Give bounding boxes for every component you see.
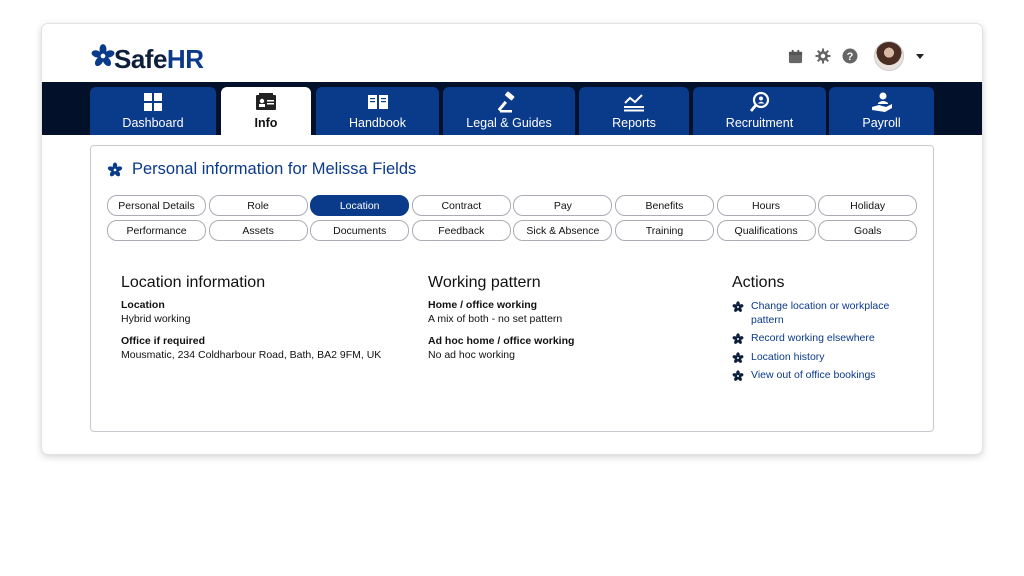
working-pattern-heading: Working pattern (428, 274, 541, 291)
svg-text:?: ? (846, 51, 853, 63)
subtab-pay[interactable]: Pay (513, 195, 612, 216)
flower-bullet-icon (732, 333, 744, 345)
field-label: Office if required (121, 335, 206, 347)
action-record-working-elsewhere[interactable]: Record working elsewhere (732, 332, 922, 346)
help-icon[interactable] (841, 48, 858, 65)
safehr-logo[interactable] (90, 36, 203, 75)
tab-dashboard[interactable]: Dashboard (90, 87, 216, 135)
subtab-assets[interactable]: Assets (209, 220, 308, 241)
personal-info-panel (90, 145, 934, 432)
subtab-benefits[interactable]: Benefits (615, 195, 714, 216)
flower-icon (107, 162, 123, 178)
main-nav (42, 82, 982, 135)
action-view-out-of-office[interactable]: View out of office bookings (732, 369, 922, 383)
subtab-role[interactable]: Role (209, 195, 308, 216)
payroll-icon (871, 91, 893, 113)
subtab-documents[interactable]: Documents (310, 220, 409, 241)
subtab-sick-absence[interactable]: Sick & Absence (513, 220, 612, 241)
subtab-training[interactable]: Training (615, 220, 714, 241)
tab-recruitment[interactable]: Recruitment (693, 87, 826, 135)
tab-reports[interactable]: Reports (579, 87, 689, 135)
subtab-hours[interactable]: Hours (717, 195, 816, 216)
book-icon (367, 91, 389, 113)
search-person-icon (749, 91, 771, 113)
flower-bullet-icon (732, 301, 744, 313)
user-avatar[interactable] (874, 41, 904, 71)
flower-logo-icon (90, 43, 116, 69)
panel-title: Personal information for Melissa Fields (107, 160, 416, 179)
action-change-location[interactable]: Change location or workplace pattern (732, 300, 922, 327)
subtab-bar (107, 195, 919, 241)
subtab-personal-details[interactable]: Personal Details (107, 195, 206, 216)
top-bar (42, 24, 982, 82)
subtab-performance[interactable]: Performance (107, 220, 206, 241)
subtab-qualifications[interactable]: Qualifications (717, 220, 816, 241)
subtab-contract[interactable]: Contract (412, 195, 511, 216)
tab-payroll[interactable]: Payroll (829, 87, 934, 135)
tab-legal-guides[interactable]: Legal & Guides (443, 87, 575, 135)
field-value: Mousmatic, 234 Coldharbour Road, Bath, BA2 9FM, UK (121, 349, 382, 361)
id-card-icon (255, 91, 277, 113)
field-label: Location (121, 299, 165, 311)
subtab-holiday[interactable]: Holiday (818, 195, 917, 216)
gear-icon[interactable] (814, 48, 831, 65)
tab-handbook[interactable]: Handbook (316, 87, 439, 135)
location-info-section (121, 274, 411, 371)
header-actions (787, 41, 924, 71)
subtab-feedback[interactable]: Feedback (412, 220, 511, 241)
flower-bullet-icon (732, 352, 744, 364)
field-label: Home / office working (428, 299, 538, 311)
field-label: Ad hoc home / office working (428, 335, 575, 347)
gavel-icon (498, 91, 520, 113)
grid-icon (142, 91, 164, 113)
app-window (42, 24, 982, 454)
brand-name: SafeHR (114, 44, 204, 74)
subtab-goals[interactable]: Goals (818, 220, 917, 241)
flower-bullet-icon (732, 370, 744, 382)
field-value: Hybrid working (121, 313, 191, 325)
actions-heading: Actions (732, 274, 785, 291)
subtab-location[interactable]: Location (310, 195, 409, 216)
actions-section (732, 274, 922, 388)
working-pattern-section (428, 274, 698, 371)
field-value: No ad hoc working (428, 349, 515, 361)
tab-info[interactable]: Info (221, 87, 311, 135)
field-value: A mix of both - no set pattern (428, 313, 563, 325)
location-info-heading: Location information (121, 274, 266, 291)
chart-icon (623, 91, 645, 113)
action-location-history[interactable]: Location history (732, 351, 922, 365)
chevron-down-icon[interactable] (916, 54, 924, 59)
calendar-icon[interactable] (787, 48, 804, 65)
